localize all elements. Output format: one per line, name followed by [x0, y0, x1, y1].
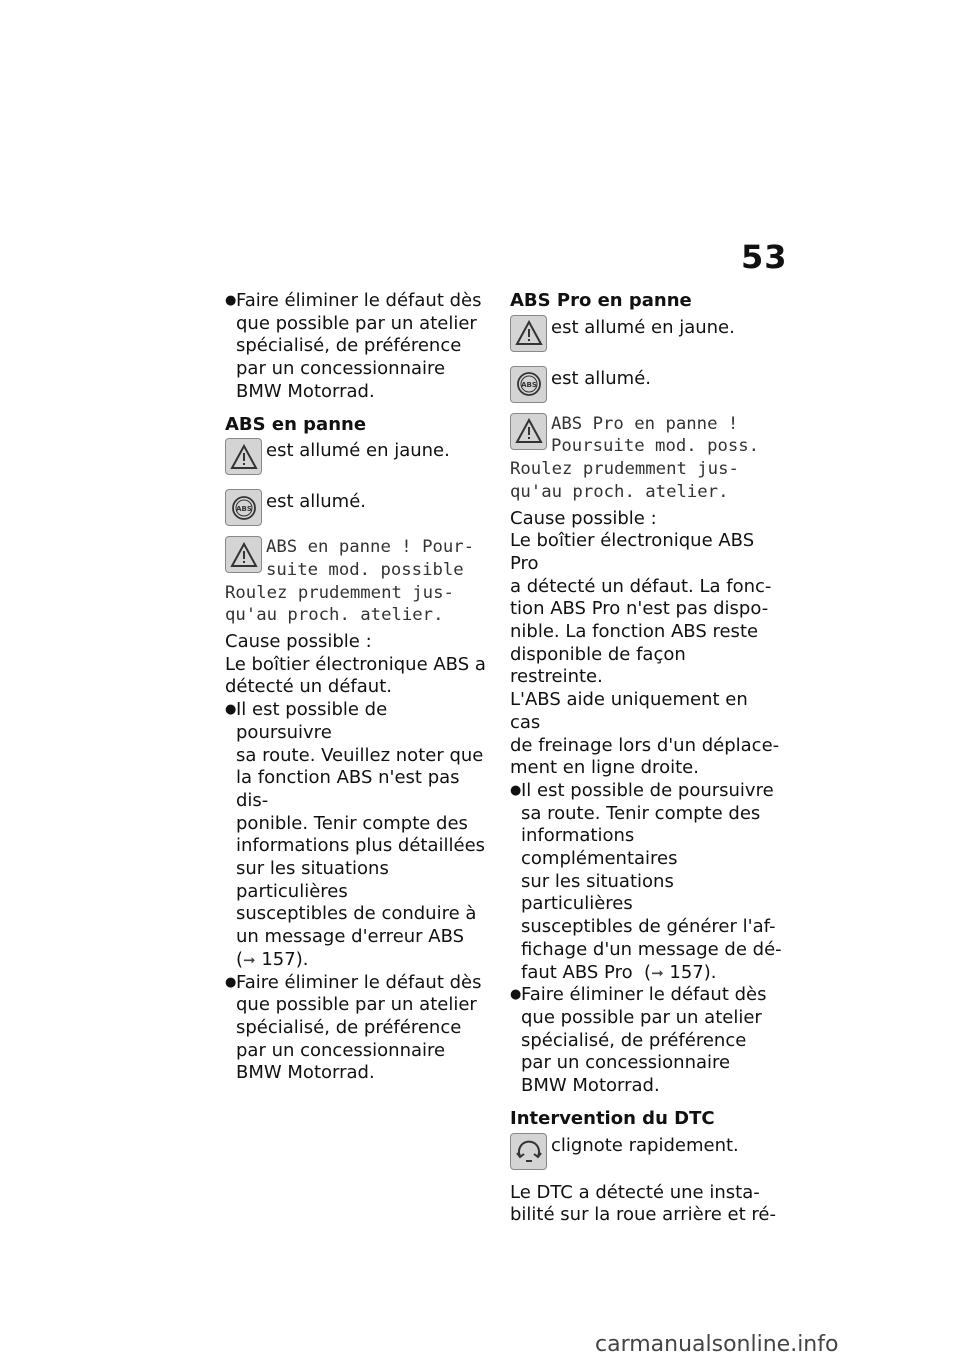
text-line: informations complémentaires: [521, 825, 678, 870]
arrow-reference-icon: ➞: [243, 950, 256, 969]
message-line: Roulez prudemment jus-: [510, 459, 739, 480]
section-heading-abs: ABS en panne: [225, 413, 367, 435]
reference-page: 157).: [669, 961, 717, 983]
bullet-item: [510, 780, 782, 984]
bullet-dot: ●: [225, 293, 237, 308]
right-column: [510, 290, 782, 1227]
text-line: fichage d'un message de dé-: [521, 938, 782, 960]
display-message: [510, 413, 782, 504]
text-line: L'ABS aide uniquement en cas: [510, 689, 748, 733]
bullet-item: [510, 984, 782, 1098]
text-line: BMW Motorrad.: [236, 380, 375, 402]
text-line: susceptibles de générer l'af-: [521, 916, 776, 938]
bullet-dot: ●: [225, 702, 237, 718]
text-line: sur les situations particulières: [521, 870, 674, 915]
text-line: a détecté un défaut. La fonc-: [510, 575, 772, 597]
display-message: [225, 536, 487, 627]
text-line: informations plus détaillées: [236, 835, 486, 857]
text-line: un message d'erreur ABS: [236, 926, 465, 948]
warning-triangle-icon: [225, 438, 262, 475]
text-line: que possible par un atelier: [236, 994, 477, 1016]
text-line: bilité sur la roue arrière et ré-: [510, 1204, 776, 1226]
text-line: disponible de façon restreinte.: [510, 643, 686, 688]
indicator-row: [510, 1133, 782, 1170]
text-line: faut ABS Pro: [521, 961, 633, 983]
page-reference[interactable]: (➞ 157).: [236, 948, 309, 970]
message-line: qu'au proch. atelier.: [225, 605, 444, 626]
text-line: sur les situations particulières: [236, 858, 389, 902]
text-line: tion ABS Pro n'est pas dispo-: [510, 598, 769, 620]
page-reference[interactable]: faut ABS Pro (➞ 157).: [521, 961, 717, 983]
text-line: Le boîtier électronique ABS Pro: [510, 530, 755, 574]
message-line: Roulez prudemment jus-: [225, 582, 454, 603]
indicator-text: clignote rapidement.: [551, 1134, 739, 1156]
indicator-text: est allumé.: [551, 367, 652, 389]
page-number: 53: [741, 238, 788, 276]
cause-label: Cause possible :: [225, 631, 372, 653]
warning-triangle-icon: [510, 413, 547, 450]
message-line: qu'au proch. atelier.: [510, 481, 729, 502]
text-line: Il est possible de poursuivre: [236, 699, 388, 743]
indicator-text: est allumé en jaune.: [266, 440, 450, 462]
indicator-text: est allumé en jaune.: [551, 316, 735, 338]
abs-icon: [225, 489, 262, 526]
indicator-row: [510, 366, 782, 403]
indicator-row: [225, 489, 487, 526]
warning-triangle-icon: [510, 315, 547, 352]
svg-text:ABS: ABS: [235, 504, 252, 513]
text-line: spécialisé, de préférence: [236, 335, 462, 357]
text-line: par un concessionnaire: [521, 1052, 731, 1074]
dtc-icon: [510, 1133, 547, 1170]
warning-triangle-icon: [225, 536, 262, 573]
bullet-dot: ●: [225, 974, 237, 990]
text-line: susceptibles de conduire à: [236, 903, 477, 925]
bullet-item: [225, 290, 487, 404]
text-line: nible. La fonction ABS reste: [510, 621, 759, 643]
indicator-row: [225, 438, 487, 475]
bullet-dot: ●: [510, 782, 522, 798]
message-line: ABS Pro en panne !: [551, 413, 739, 434]
text-line: sa route. Tenir compte des: [521, 802, 761, 824]
message-line: suite mod. possible: [266, 559, 464, 580]
arrow-reference-icon: ➞: [651, 963, 664, 982]
footer-watermark: carmanualsonline.info: [595, 1332, 839, 1357]
bullet-item: [225, 972, 487, 1086]
text-line: ment en ligne droite.: [510, 757, 699, 779]
indicator-row: [510, 315, 782, 352]
text-line: par un concessionnaire: [236, 358, 446, 380]
cause-label: Cause possible :: [510, 507, 657, 529]
text-line: Il est possible de poursuivre: [521, 779, 774, 801]
bullet-item: [225, 699, 487, 971]
section-heading-dtc: Intervention du DTC: [510, 1107, 715, 1129]
indicator-text: est allumé.: [266, 491, 367, 513]
message-line: ABS en panne ! Pour-: [266, 537, 475, 558]
text-line: la fonction ABS n'est pas dis-: [236, 767, 460, 811]
abs-icon: [510, 366, 547, 403]
text-line: BMW Motorrad.: [521, 1075, 660, 1097]
text-line: spécialisé, de préférence: [236, 1016, 462, 1038]
text-line: Faire éliminer le défaut dès: [236, 290, 482, 311]
message-line: Poursuite mod. poss.: [551, 436, 760, 457]
text-line: Faire éliminer le défaut dès: [236, 971, 482, 993]
text-line: Le DTC a détecté une insta-: [510, 1181, 760, 1203]
text-line: Faire éliminer le défaut dès: [521, 984, 767, 1006]
left-column: [225, 290, 487, 1085]
bullet-dot: ●: [510, 987, 522, 1003]
text-line: Le boîtier électronique ABS a: [225, 653, 486, 675]
text-line: que possible par un atelier: [236, 312, 477, 334]
text-line: par un concessionnaire: [236, 1039, 446, 1061]
reference-page: 157).: [261, 948, 309, 970]
text-line: que possible par un atelier: [521, 1006, 762, 1028]
text-line: ponible. Tenir compte des: [236, 812, 468, 834]
text-line: BMW Motorrad.: [236, 1062, 375, 1084]
svg-text:ABS: ABS: [520, 381, 537, 390]
section-heading-abs-pro: ABS Pro en panne: [510, 290, 692, 311]
text-line: de freinage lors d'un déplace-: [510, 734, 780, 756]
text-line: spécialisé, de préférence: [521, 1029, 747, 1051]
text-line: détecté un défaut.: [225, 676, 392, 698]
text-line: sa route. Veuillez noter que: [236, 744, 484, 766]
